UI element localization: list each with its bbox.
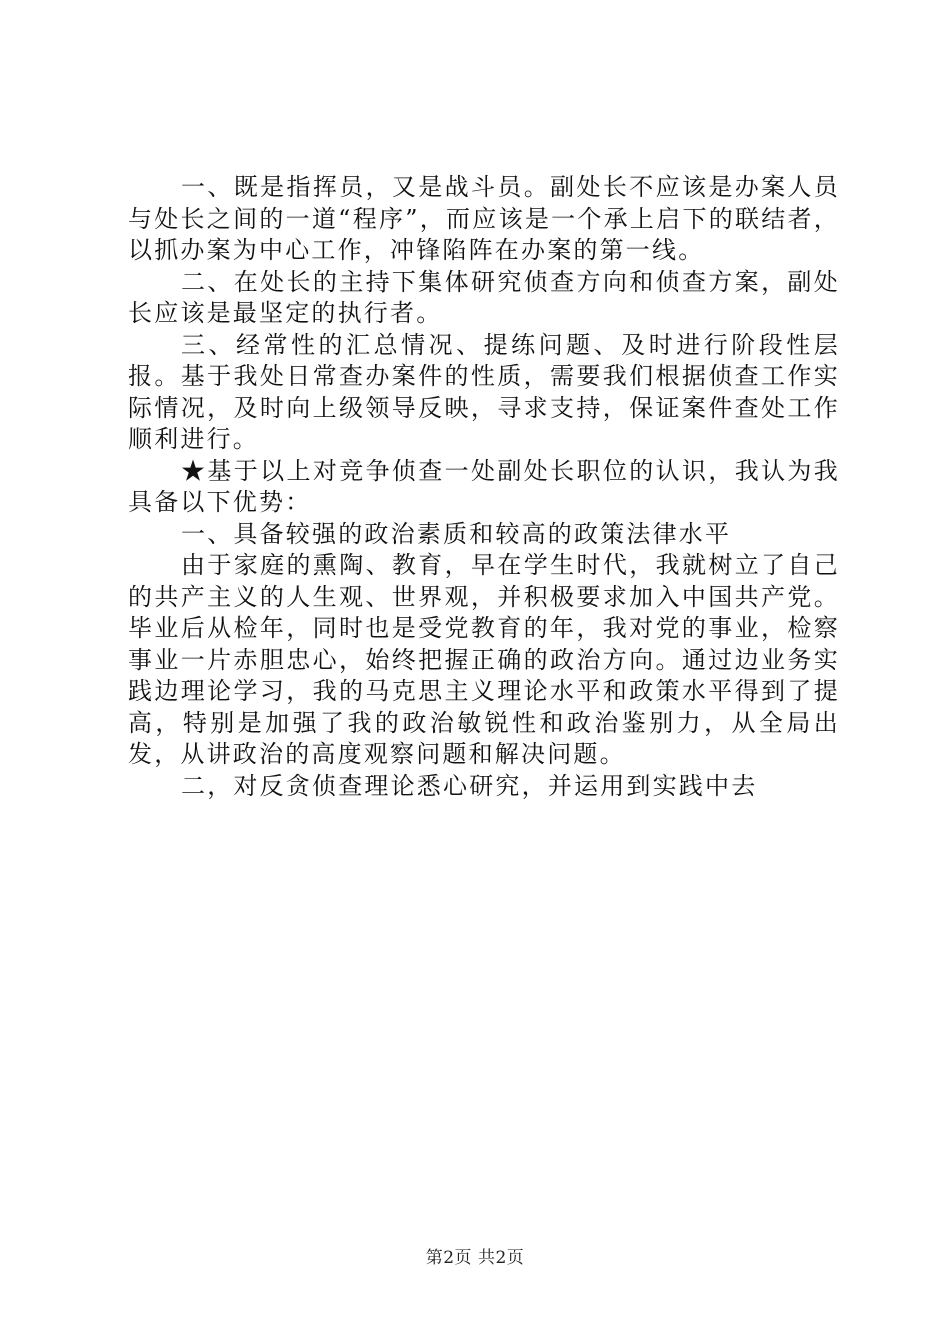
paragraph-advantages-intro: ★基于以上对竞争侦查一处副处长职位的认识，我认为我具备以下优势： [128,456,840,516]
paragraph-duty-3: 三、经常性的汇总情况、提练问题、及时进行阶段性层报。基于我处日常查办案件的性质，需要我们根据侦查工作实际情况，及时向上级领导反映，寻求支持，保证案件查处工作顺利进行。 [128,330,840,453]
heading-advantage-1: 一、具备较强的政治素质和较高的政策法律水平 [181,519,732,548]
heading-advantage-2: 二，对反贪侦查理论悉心研究，并运用到实践中去 [181,771,758,800]
paragraph-duty-1: 一、既是指挥员，又是战斗员。副处长不应该是办案人员与处长之间的一道“程序”，而应该是一个承上启下的联结者，以抓办案为中心工作，冲锋陷阵在办案的第一线。 [128,173,840,264]
page-number-footer: 第2页 共2页 [425,1248,525,1268]
document-body [128,172,840,802]
paragraph-duty-2: 二、在处长的主持下集体研究侦查方向和侦查方案，副处长应该是最坚定的执行者。 [128,267,840,327]
paragraph-advantage-1-detail: 由于家庭的熏陶、教育，早在学生时代，我就树立了自己的共产主义的人生观、世界观，并积极要求加入中国共产党。毕业后从检年，同时也是受党教育的年，我对党的事业，检察事业一片赤胆忠心，始终把握正确的政治方向。通过边业务实践边理论学习，我的马克思主义理论水平和政策水平得到了提高，特别是加强了我的政治敏锐性和政治鉴别力，从全局出发，从讲政治的高度观察问题和解决问题。 [128,551,840,768]
